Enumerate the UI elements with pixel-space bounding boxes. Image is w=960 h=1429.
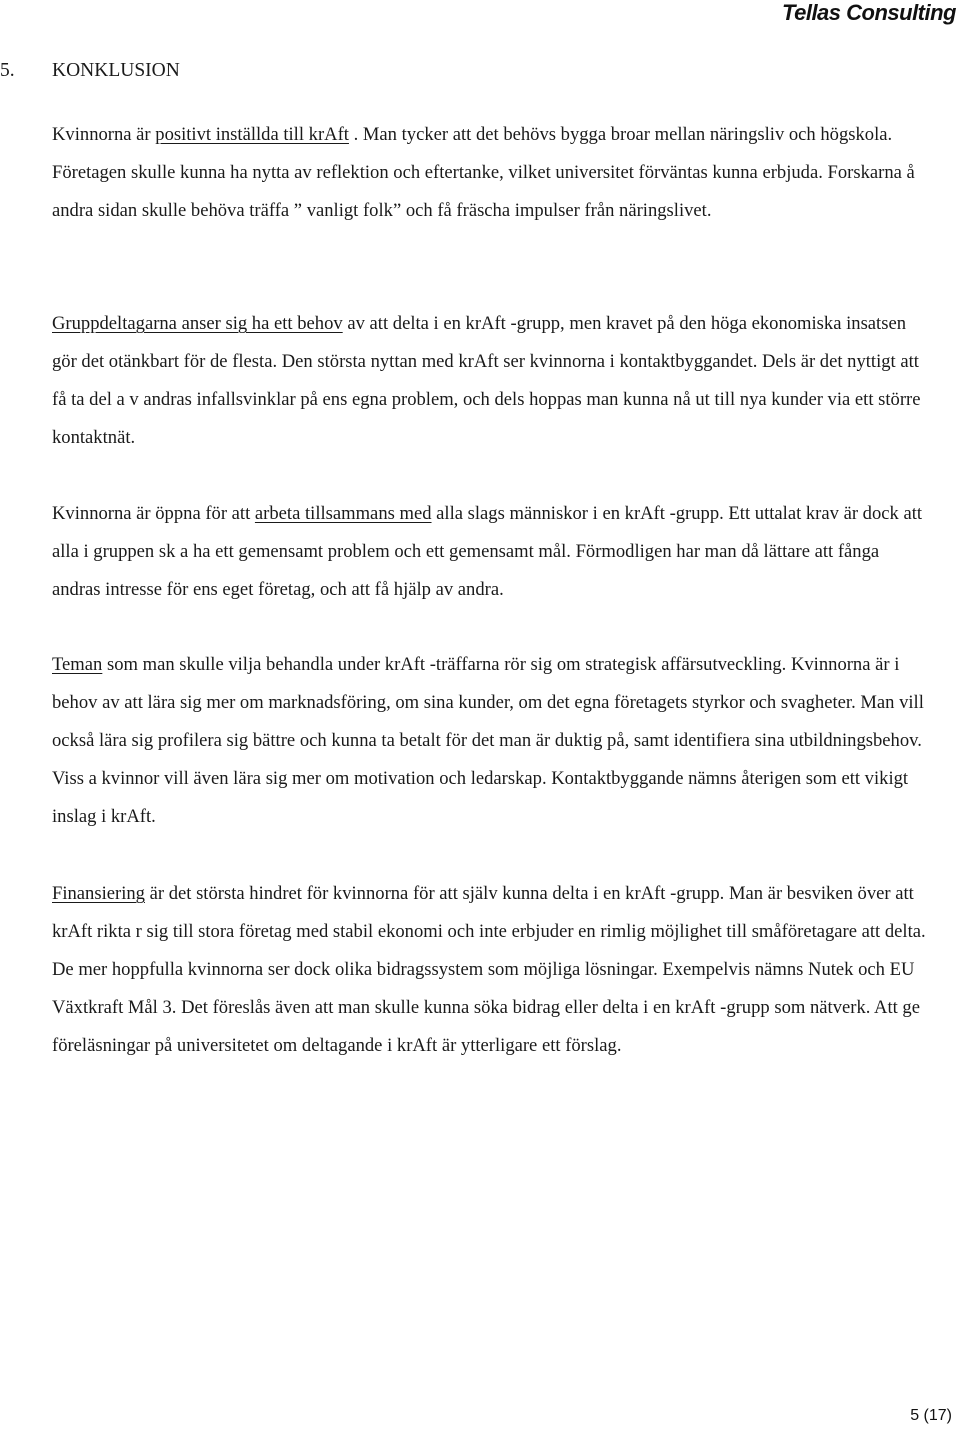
- paragraph-underlined-phrase: Teman: [52, 654, 103, 675]
- paragraph-text-before: Kvinnorna är: [52, 124, 156, 145]
- paragraph-underlined-phrase: Gruppdeltagarna anser sig ha ett behov: [52, 313, 343, 334]
- paragraph-underlined-phrase: Finansiering: [52, 883, 145, 904]
- paragraph-collaboration: [52, 495, 932, 609]
- paragraph-needs: [52, 305, 932, 457]
- paragraph-text-before: Kvinnorna är öppna för att: [52, 503, 255, 524]
- paragraph-underlined-phrase: positivt inställda till krAft: [155, 124, 349, 145]
- header-company-name: Tellas Consulting: [781, 0, 956, 25]
- section-title: KONKLUSION: [52, 60, 180, 81]
- paragraph-themes: [52, 646, 932, 836]
- paragraph-underlined-phrase: arbeta tillsammans med: [254, 503, 432, 524]
- paragraph-text: av att delta i en krAft -grupp, men kravet på den höga ekonomiska insatsen gör det otänkbart för de flesta. Den största nyttan med krAft ser kvinnorna i kontaktbyggandet. Dels är det nyttigt att få ta del a v andras infallsvinklar på ens egna problem, och dels hoppas man kunna nå ut till nya kunder via ett större kontaktnät.: [52, 313, 921, 448]
- section-heading: [0, 60, 180, 82]
- section-number: 5.: [0, 60, 15, 81]
- paragraph-text: . Man tycker att det behövs bygga broar mellan näringsliv och högskola. Företagen skulle kunna ha nytta av reflektion och eftertanke, vilket universitet förväntas kunna erbjuda. Forskarna å andra sidan skulle behöva träffa ” vanligt folk” och få fräscha impulser från näringslivet.: [52, 124, 915, 221]
- paragraph-text: alla slags människor i en krAft -grupp. Ett uttalat krav är dock att alla i gruppen sk a ha ett gemensamt problem och ett gemensamt mål. Förmodligen har man då lättare att fånga andras intresse för ens eget företag, och att få hjälp av andra.: [52, 503, 923, 600]
- paragraph-text: som man skulle vilja behandla under krAft -träffarna rör sig om strategisk affärsutveckling. Kvinnorna är i behov av att lära sig mer om marknadsföring, om sina kunder, om det egna företagets styrkor och svagheter. Man vill också lära sig profilera sig bättre och kunna ta betalt för det man är duktig på, samt identifiera sina utbildningsbehov. Viss a kvinnor vill även lära sig mer om motivation och ledarskap. Kontaktbyggande nämns återigen som ett vikigt inslag i krAft.: [52, 654, 924, 827]
- paragraph-attitude: [52, 116, 932, 230]
- page-number: 5 (17): [910, 1407, 952, 1424]
- paragraph-financing: [52, 875, 932, 1065]
- paragraph-text: är det största hindret för kvinnorna för att själv kunna delta i en krAft -grupp. Man är besviken över att krAft rikta r sig till stora företag med stabil ekonomi och inte erbjuder en rimlig möjlighet till småföretagare att delta. De mer hoppfulla kvinnorna ser dock olika bidragssystem som möjliga lösningar. Exempelvis nämns Nutek och EU Växtkraft Mål 3. Det föreslås även att man skulle kunna söka bidrag eller delta i en krAft -grupp som nätverk. Att ge föreläsningar på universitetet om deltagande i krAft är ytterligare ett förslag.: [52, 883, 926, 1056]
